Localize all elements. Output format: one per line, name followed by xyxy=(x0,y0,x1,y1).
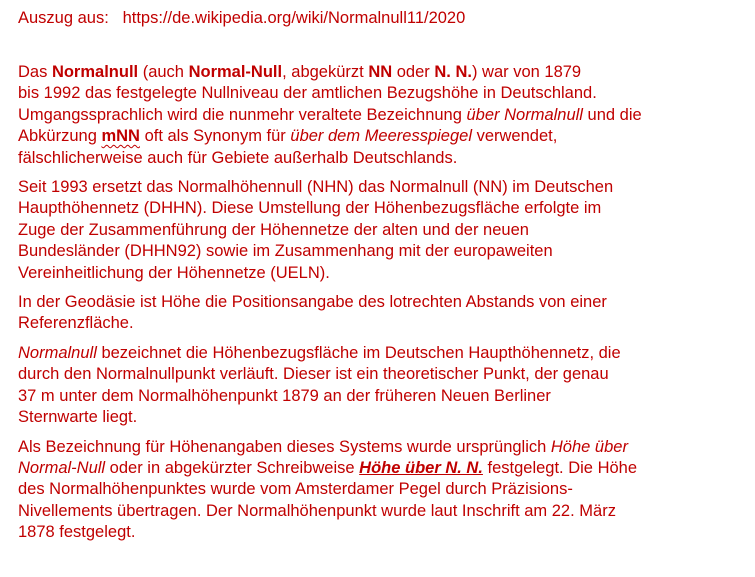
text-run: Normalnull xyxy=(18,343,97,362)
text-run: Abkürzung xyxy=(18,127,102,146)
text-run: mNN xyxy=(101,127,140,146)
text-run: verwendet, xyxy=(472,127,558,146)
text-run: bis 1992 das festgelegte Nullniveau der amtlichen Bezugshöhe in Deutschland. xyxy=(18,84,597,103)
paragraph-nhn-replacement xyxy=(18,177,748,284)
source-line xyxy=(18,8,465,29)
text-run: durch den Normalnullpunkt verläuft. Dieser ist ein theoretischer Punkt, der genau xyxy=(18,365,609,384)
text-run: oder in abgekürzter Schreibweise xyxy=(105,458,360,477)
text-run: Haupthöhennetz (DHHN). Diese Umstellung der Höhenbezugsfläche erfolgte im xyxy=(18,199,602,218)
text-run: Zuge der Zusammenführung der Höhennetze der alten und der neuen xyxy=(18,220,529,239)
text-run: Umgangssprachlich wird die nunmehr veraltete Bezeichnung xyxy=(18,105,467,124)
text-run: Vereinheitlichung der Höhennetze (UELN). xyxy=(18,263,330,282)
text-run: 1878 festgelegt. xyxy=(18,523,136,542)
paragraph-geodesy xyxy=(18,292,748,335)
text-run: des Normalhöhenpunktes wurde vom Amsterdamer Pegel durch Präzisions- xyxy=(18,480,573,499)
paragraph-normalnull-point xyxy=(18,343,748,429)
text-run: Bundesländer (DHHN92) sowie im Zusammenhang mit der europaweiten xyxy=(18,242,553,261)
text-run: Referenzfläche. xyxy=(18,314,134,333)
text-run: und die xyxy=(582,105,642,124)
article-excerpt xyxy=(18,62,748,552)
source-url[interactable]: https://de.wikipedia.org/wiki/Normalnull11/2020 xyxy=(122,9,466,27)
text-run: bezeichnet die Höhenbezugsfläche im Deutschen Haupthöhennetz, die xyxy=(96,343,621,362)
paragraph-definition xyxy=(18,62,748,169)
text-run: über dem Meeresspiegel xyxy=(290,127,472,146)
text-run: Normal-Null xyxy=(18,458,106,477)
text-run: Höhe über N. N. xyxy=(359,458,483,477)
text-run: Höhe über xyxy=(550,437,628,456)
paragraph-history xyxy=(18,437,748,544)
text-run: ) war von 1879 xyxy=(471,63,582,81)
text-run: NN xyxy=(368,63,393,81)
text-run: Seit 1993 ersetzt das Normalhöhennull (NHN) das Normalnull (NN) im Deutschen xyxy=(18,178,614,197)
text-run: (auch xyxy=(138,63,189,81)
text-run: Als Bezeichnung für Höhenangaben dieses Systems wurde ursprünglich xyxy=(18,437,551,456)
text-run: über Normalnull xyxy=(466,105,583,124)
text-run: Nivellements übertragen. Der Normalhöhenpunkt wurde laut Inschrift am 22. März xyxy=(18,501,616,520)
text-run: festgelegt. Die Höhe xyxy=(482,458,638,477)
text-run: In der Geodäsie ist Höhe die Positionsangabe des lotrechten Abstands von einer xyxy=(18,293,607,312)
text-run: oder xyxy=(392,63,435,81)
text-run: oft als Synonym für xyxy=(139,127,291,146)
text-run: , abgekürzt xyxy=(282,63,369,81)
text-run: Normalnull xyxy=(51,63,139,81)
text-run: Das xyxy=(18,63,52,81)
source-label: Auszug aus: xyxy=(18,9,109,27)
text-run: Normal-Null xyxy=(188,63,283,81)
text-run: N. N. xyxy=(434,63,472,81)
text-run: fälschlicherweise auch für Gebiete außerhalb Deutschlands. xyxy=(18,148,458,167)
text-run: 37 m unter dem Normalhöhenpunkt 1879 an der früheren Neuen Berliner xyxy=(18,386,551,405)
text-run: Sternwarte liegt. xyxy=(18,408,138,427)
